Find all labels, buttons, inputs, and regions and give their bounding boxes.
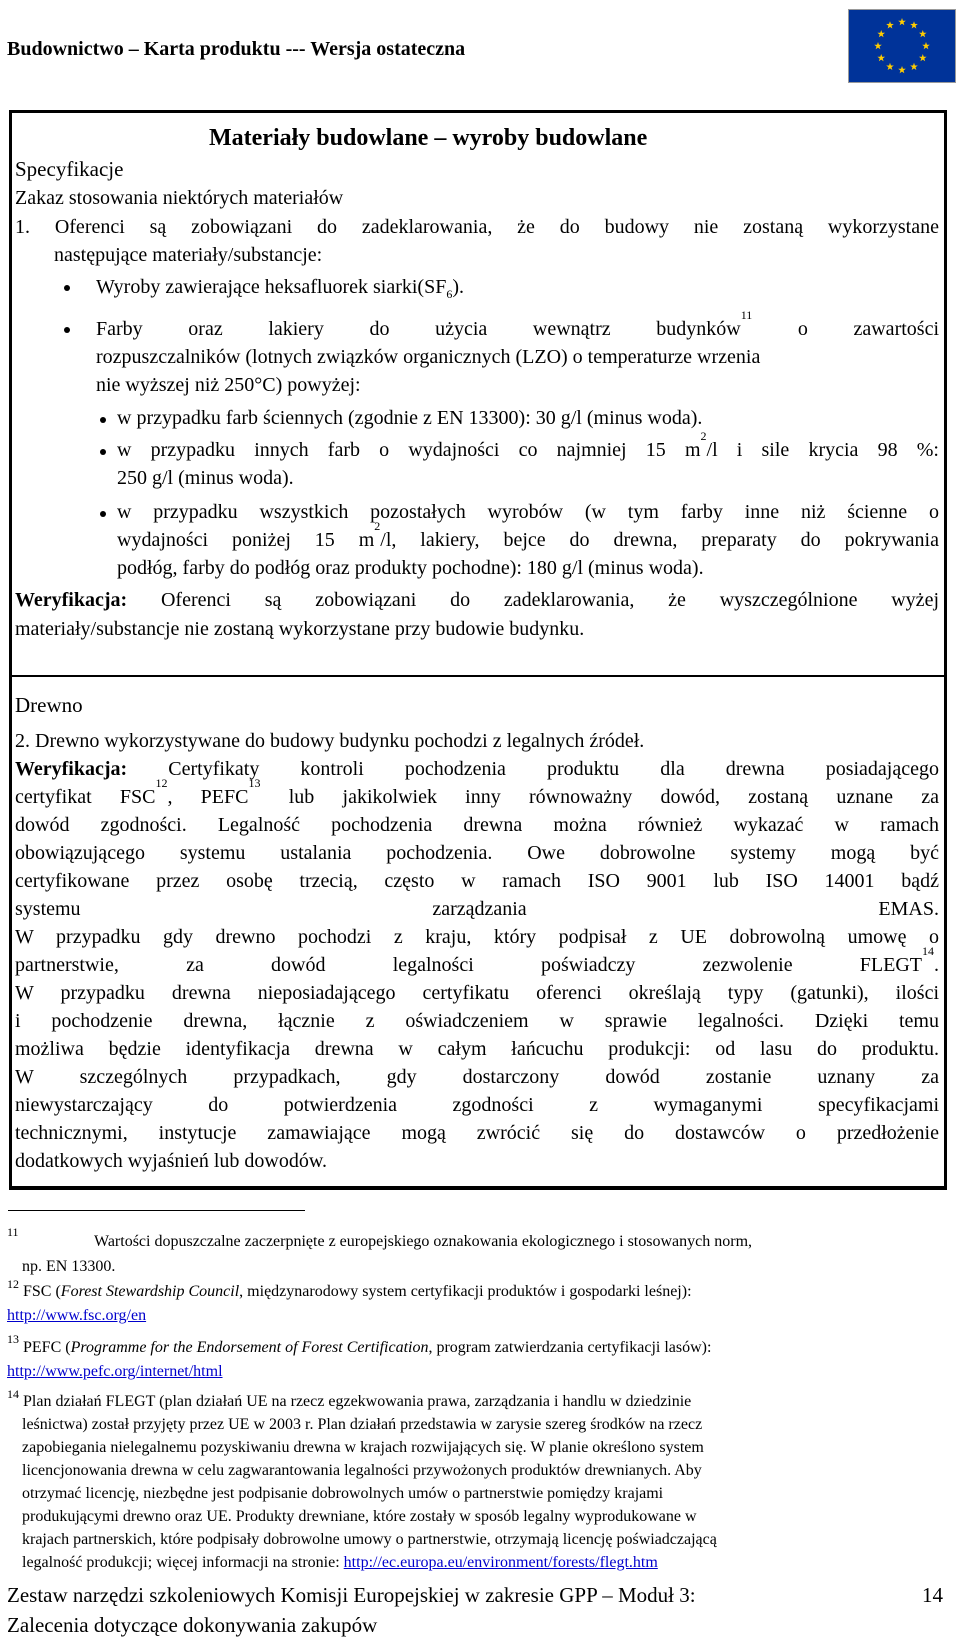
- verification2-line3: dowód zgodności. Legalność pochodzenia drewna można również wykazać w ramach: [15, 814, 939, 836]
- verification2-line2: certyfikat FSC$^{12}$, PEFC$^{13}$ lub jakikolwiek inny równoważny dowód, zostaną uznane za: [15, 776, 939, 808]
- sub-bullet-wall-paints: w przypadku farb ściennych (zgodnie z EN 13300): 30 g/l (minus woda).: [117, 407, 703, 429]
- section-divider: [9, 675, 947, 677]
- footer-line2: Zalecenia dotyczące dokonywania zakupów: [7, 1613, 378, 1637]
- footnote-14-line6: produkującymi drewno oraz UE. Produkty drewniane, które zostały w sposób legalny wyprodukowane w: [22, 1508, 697, 1525]
- footnote-14-line7: krajach partnerskich, które podpisały dobrowolne umowy o partnerstwie, otrzymają licencję poświadczającą: [22, 1531, 717, 1548]
- sub-bullet-other-paints-line1: w przypadku innych farb o wydajności co najmniej 15 $m^2/l$ i sile krycia 98 %:: [117, 429, 939, 461]
- document-header-title: Budownictwo – Karta produktu --- Wersja ostateczna: [7, 38, 466, 60]
- footnote-14-line4: licencjonowania drewna w celu zagwarantowania legalności przywożonych produktów drewnianych. Aby: [22, 1462, 702, 1479]
- verification1-line1: Weryfikacja: Oferenci są zobowiązani do zadeklarowania, że wyszczególnione wyżej: [15, 589, 939, 611]
- item1-line1: 1. Oferenci są zobowiązani do zadeklarowania, że do budowy nie zostaną wykorzystane: [15, 216, 939, 238]
- footnote-13-text: PEFC (Programme for the Endorsement of Forest Certification, program zatwierdzania certyfikacji lasów):: [23, 1339, 712, 1356]
- verification2-line8: partnerstwie, za dowód legalności poświadczy zezwolenie FLEGT$^{14}$.: [15, 944, 939, 976]
- item2: 2. Drewno wykorzystywane do budowy budynku pochodzi z legalnych źródeł.: [15, 730, 645, 752]
- footnote-number: 14: [7, 1387, 19, 1401]
- footnote-11-line2: np. EN 13300.: [22, 1258, 116, 1275]
- wood-label: Drewno: [15, 693, 83, 717]
- verification2-line15: dodatkowych wyjaśnień lub dowodów.: [15, 1150, 327, 1172]
- verification2-line14: technicznymi, instytucje zamawiające mogą zwrócić się do dostawców o przedłożenie: [15, 1122, 939, 1144]
- footnote-12-text: FSC (Forest Stewardship Council, międzynarodowy system certyfikacji produktów i gospodarki leśnej):: [23, 1283, 692, 1300]
- footnote-14-line5: otrzymać licencję, niezbędne jest podpisanie dobrowolnych umów o partnerstwie pomiędzy krajami: [22, 1485, 664, 1502]
- verification2-line4: obowiązującego systemu ustalania pochodzenia. Owe dobrowolne systemy mogą być: [15, 842, 939, 864]
- sub-bullet-remaining-line1: w przypadku wszystkich pozostałych wyrobów (w tym farby inne niż ścienne o: [117, 501, 939, 523]
- paints-line3: nie wyższej niż 250°C) powyżej:: [96, 374, 361, 396]
- spec-label: Specyfikacje: [15, 157, 124, 181]
- page-number: 14: [922, 1583, 943, 1607]
- footnote-11-line1: Wartości dopuszczalne zaczerpnięte z europejskiego oznakowania ekologicznego i stosowanych norm,: [94, 1233, 753, 1250]
- bullet-icon: [100, 511, 106, 517]
- verification2-line1: Weryfikacja: Certyfikaty kontroli pochodzenia produktu dla drewna posiadającego: [15, 758, 939, 780]
- footnote-14-line1: Plan działań FLEGT (plan działań UE na rzecz egzekwowania prawa, zarządzania i handlu w dziedzinie: [23, 1393, 692, 1410]
- sub-bullet-other-paints-line2: 250 g/l (minus woda).: [117, 467, 294, 489]
- footnote-number: 13: [7, 1332, 19, 1346]
- verification1-line2: materiały/substancje nie zostaną wykorzystane przy budowie budynku.: [15, 618, 585, 640]
- verification2-line5: certyfikowane przez osobę trzecią, często w ramach ISO 9001 lub ISO 14001 bądź: [15, 870, 939, 892]
- footnote-13-link[interactable]: http://www.pefc.org/internet/html: [7, 1363, 223, 1380]
- paints-line2: rozpuszczalników (lotnych związków organicznych (LZO) o temperaturze wrzenia: [96, 346, 761, 368]
- verification2-line7: W przypadku gdy drewno pochodzi z kraju, który podpisał z UE dobrowolną umowę o: [15, 926, 939, 948]
- paints-line1: Farby oraz lakiery do użycia wewnątrz budynków$^{11}$ o zawartości: [96, 308, 939, 340]
- footnote-number: 12: [7, 1277, 19, 1291]
- bullet-sf6: Wyroby zawierające heksafluorek $siarki(SF_6)$.: [96, 276, 464, 301]
- item1-line2: następujące materiały/substancje:: [54, 244, 323, 266]
- bullet-icon: [100, 417, 106, 423]
- footer-line1: Zestaw narzędzi szkoleniowych Komisji Europejskiej w zakresie GPP – Moduł 3:: [7, 1583, 696, 1607]
- section-heading: Materiały budowlane – wyroby budowlane: [209, 125, 648, 151]
- sub-bullet-remaining-line2: wydajności poniżej 15 $m^2/l$, lakiery, bejce do drewna, preparaty do pokrywania: [117, 519, 939, 551]
- sub-bullet-remaining-line3: podłóg, farby do podłóg oraz produkty pochodne): 180 g/l (minus woda).: [117, 557, 704, 579]
- bullet-icon: [64, 327, 70, 333]
- footnote-number: 11: [7, 1225, 19, 1239]
- footnote-14-line8: legalność produkcji; więcej informacji na stronie: http://ec.europa.eu/environment/forests/flegt.htm: [22, 1554, 658, 1571]
- eu-flag-logo: [848, 9, 956, 83]
- verification2-line11: możliwa będzie identyfikacja drewna w całym łańcuchu produkcji: od lasu do produktu.: [15, 1038, 939, 1060]
- footnote-separator: [8, 1210, 305, 1211]
- verification2-line9: W przypadku drewna nieposiadającego certyfikatu oferenci określają typy (gatunki), ilości: [15, 982, 939, 1004]
- verification2-line13: niewystarczający do potwierdzenia zgodności z wymaganymi specyfikacjami: [15, 1094, 939, 1116]
- footnote-12-link[interactable]: http://www.fsc.org/en: [7, 1307, 147, 1324]
- footnote-14-line2: leśnictwa) został przyjęty przez UE w 2003 r. Plan działań przedstawia w zarysie szereg środków na rzecz: [22, 1416, 703, 1433]
- footnote-14-link[interactable]: http://ec.europa.eu/environment/forests/flegt.htm: [343, 1554, 658, 1571]
- verification2-line10: i pochodzenie drewna, łącznie z oświadczeniem w sprawie legalności. Dzięki temu: [15, 1010, 939, 1032]
- footnote-14-line3: zapobiegania nielegalnemu pozyskiwaniu drewna w krajach rozwijających się. W planie określono system: [22, 1439, 704, 1456]
- verification2-line12: W szczególnych przypadkach, gdy dostarczony dowód zostanie uznany za: [15, 1066, 939, 1088]
- ban-subtitle: Zakaz stosowania niektórych materiałów: [15, 187, 344, 209]
- bullet-icon: [100, 449, 106, 455]
- bullet-icon: [64, 285, 70, 291]
- verification2-line6: systemu zarządzania EMAS.: [15, 898, 939, 920]
